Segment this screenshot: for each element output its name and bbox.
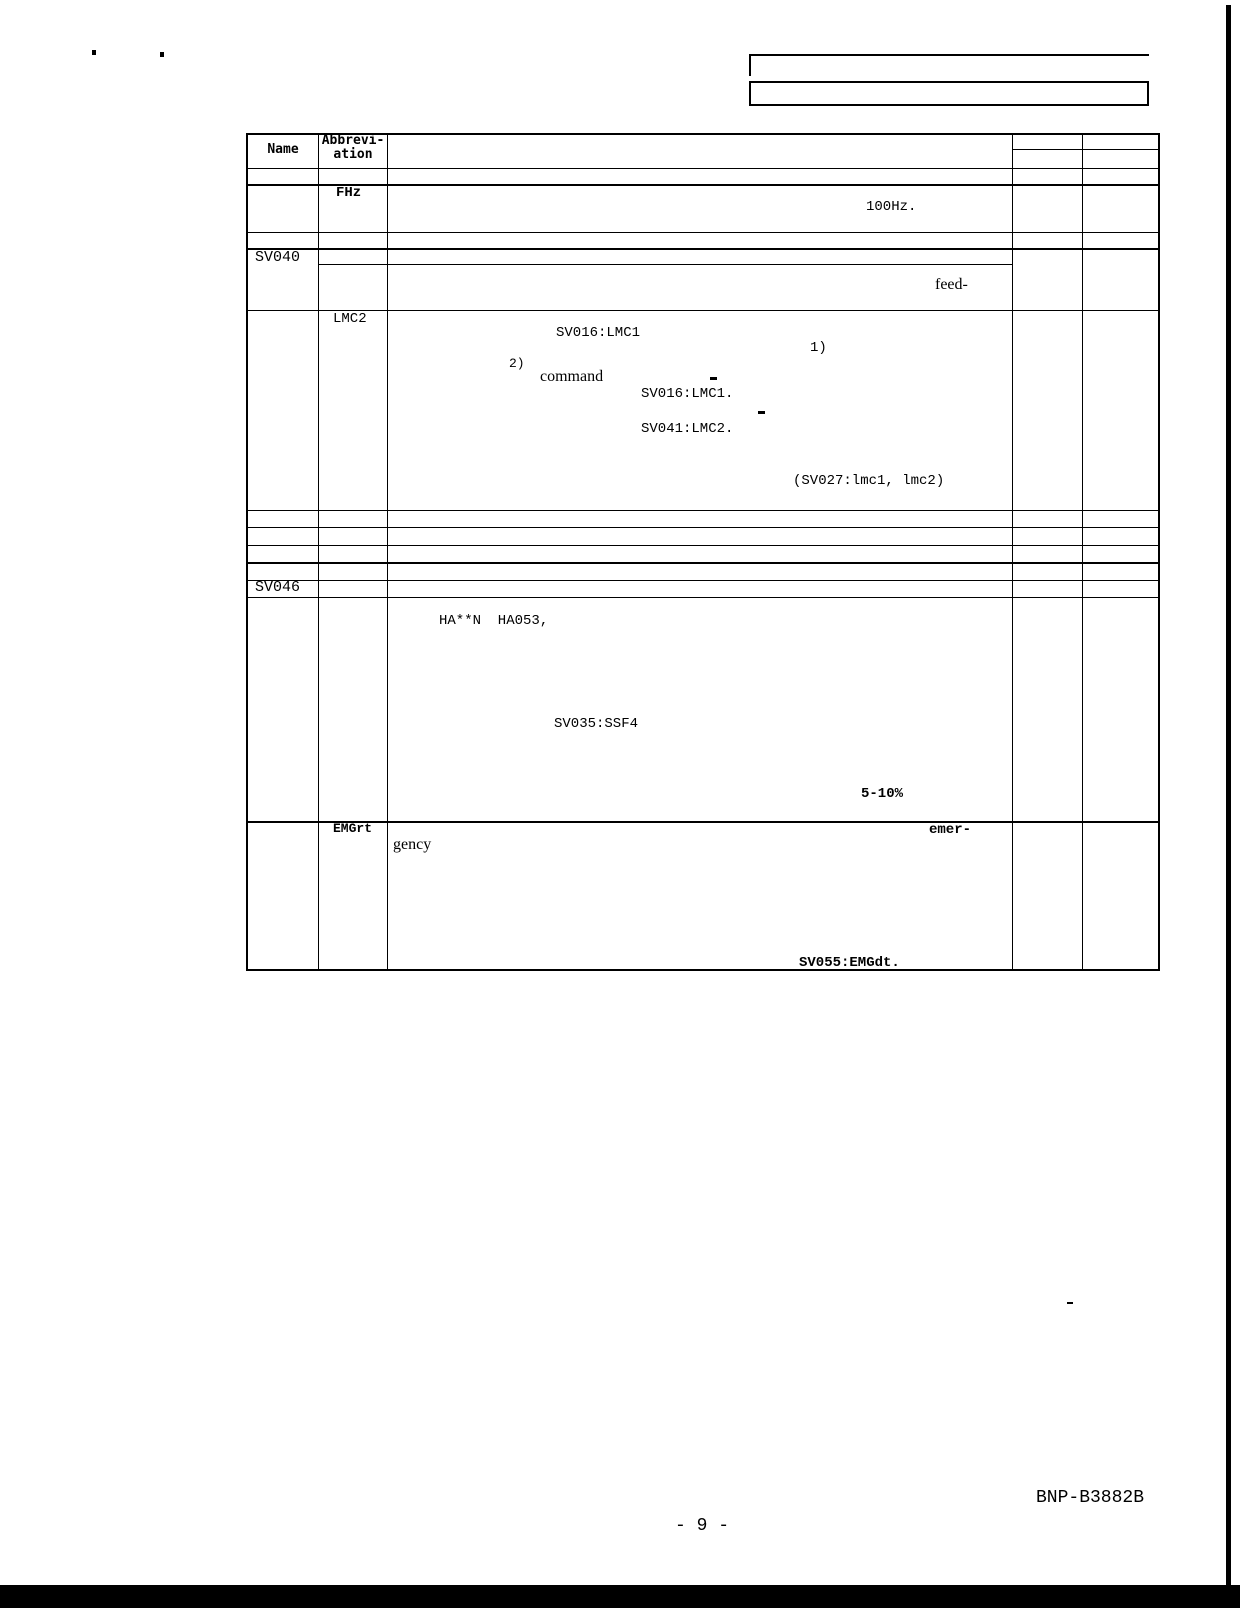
row-rule — [246, 184, 1160, 186]
page-edge-rule — [1226, 5, 1231, 1608]
col-divider-detail — [1012, 133, 1013, 971]
abbrev-lmc2: LMC2 — [333, 311, 367, 327]
lmc2-line-1: 1) — [810, 340, 827, 356]
name-sv046: SV046 — [255, 579, 301, 596]
row-rule — [246, 562, 1160, 564]
row-rule — [246, 510, 1160, 511]
name-sv040: SV040 — [255, 249, 301, 266]
fhz-detail-100hz: 100Hz. — [866, 199, 917, 215]
row-rule — [246, 232, 1160, 233]
header-title-rule — [749, 54, 1149, 56]
row-rule — [246, 248, 1160, 250]
stray-dash-mark — [1067, 1302, 1073, 1304]
header-subrule — [1012, 149, 1160, 150]
page-bottom-bar — [0, 1585, 1240, 1608]
scan-dot-right — [160, 52, 164, 57]
col-divider-name — [318, 133, 319, 971]
lmc2-line-2: 2) — [509, 356, 525, 371]
ha-line-sv035-ssf4: SV035:SSF4 — [554, 716, 639, 732]
header-name: Name — [267, 142, 299, 157]
abbrev-emgrt: EMGrt — [333, 821, 373, 836]
row-rule — [246, 580, 1160, 581]
emgrt-line-gency: gency — [393, 836, 432, 853]
scan-dot-left — [92, 50, 96, 55]
row-rule — [246, 821, 1160, 823]
header-title-box — [749, 81, 1149, 106]
emgrt-line-emer: emer- — [929, 822, 972, 838]
lmc2-line-sv041-lmc2: SV041:LMC2. — [641, 421, 734, 437]
ha-line-ha-n: HA**N HA053, — [439, 613, 549, 629]
lmc2-line-sv027: (SV027:lmc1, lmc2) — [793, 473, 945, 489]
sv040-detail-feed: feed- — [935, 276, 968, 293]
row-rule — [246, 527, 1160, 528]
abbrev-fhz: FHz — [336, 185, 362, 201]
parameter-table — [246, 133, 1160, 971]
row-rule — [246, 168, 1160, 169]
lmc2-line-sv016-lmc1: SV016:LMC1 — [556, 325, 641, 341]
page-number: - 9 - — [675, 1516, 730, 1536]
row-rule — [246, 597, 1160, 598]
col-divider-extra — [1082, 133, 1083, 971]
header-title-rule-tick — [749, 54, 751, 76]
lmc2-dash-mark — [710, 377, 717, 380]
doc-number: BNP-B3882B — [1036, 1488, 1145, 1508]
row-rule — [246, 310, 1160, 311]
lmc2-line-sv016-lmc1-end: SV016:LMC1. — [641, 386, 734, 402]
row-rule — [246, 545, 1160, 546]
ha-line-5-10: 5-10% — [861, 786, 904, 802]
row-rule — [318, 264, 1012, 265]
lmc2-dash-mark — [758, 411, 765, 414]
lmc2-line-command: command — [540, 368, 604, 385]
emgrt-line-sv055-emgdt: SV055:EMGdt. — [799, 955, 900, 971]
col-divider-abbrev — [387, 133, 388, 971]
header-abbreviation: Abbrevi- ation — [321, 133, 385, 162]
